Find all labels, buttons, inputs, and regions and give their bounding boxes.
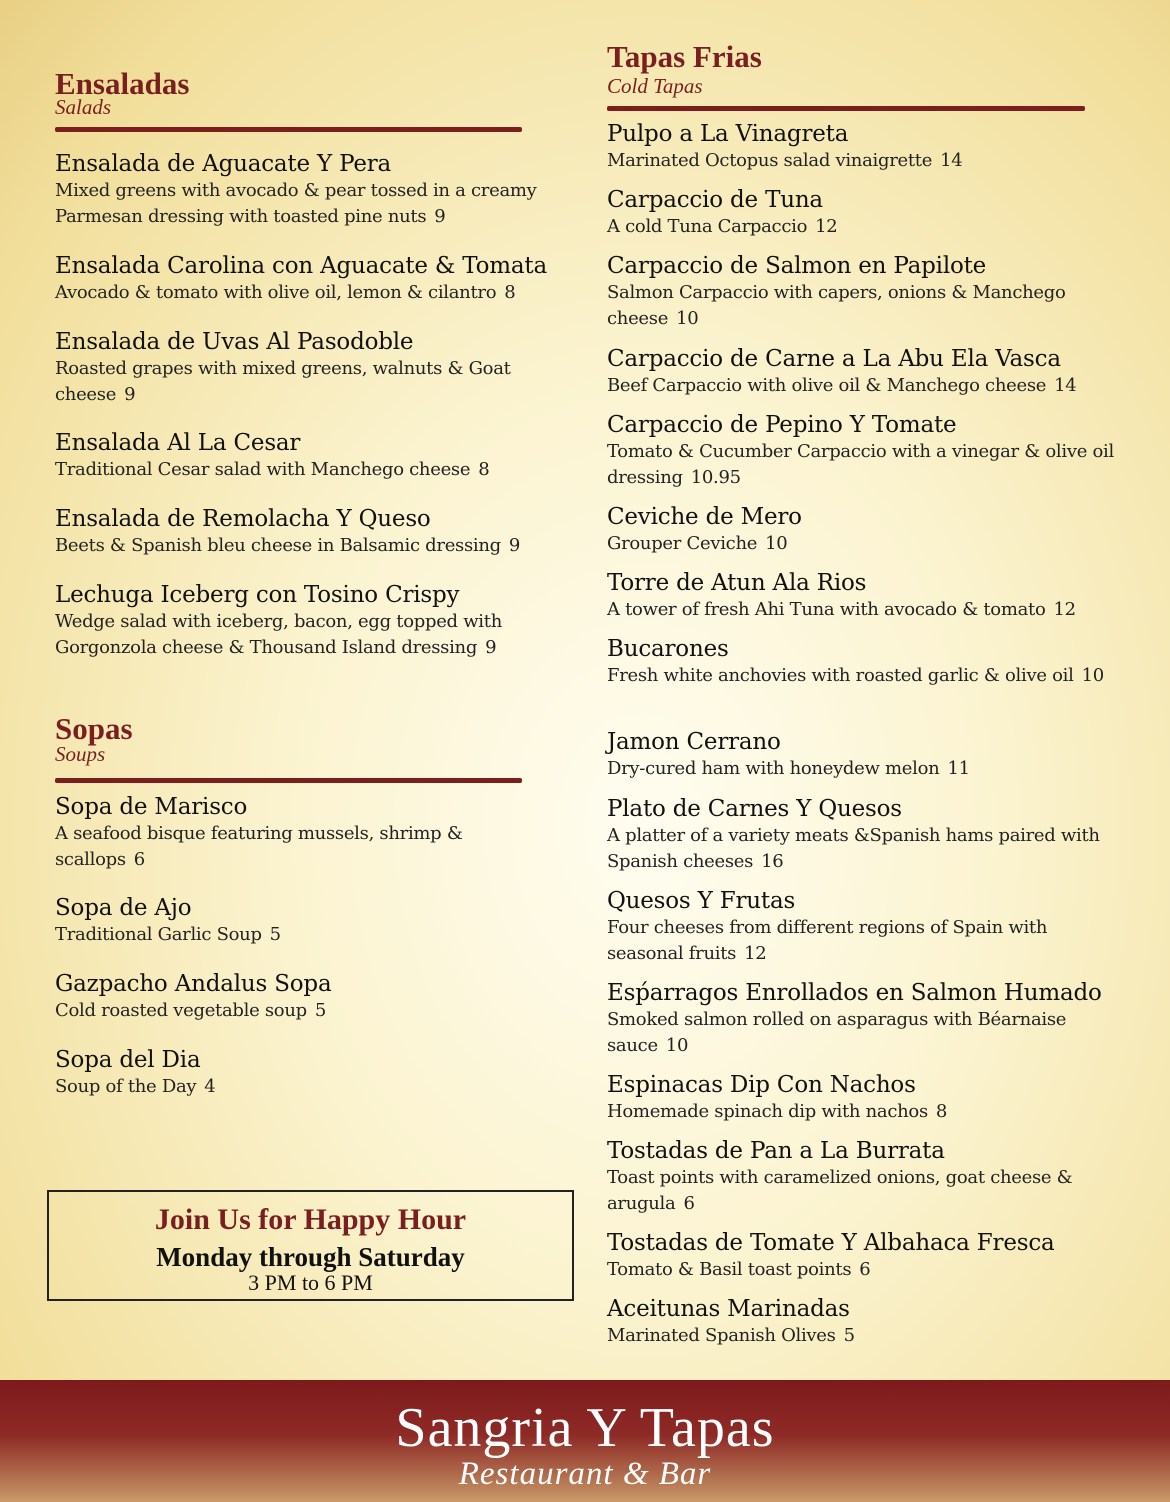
- menu-item: [607, 1230, 1152, 1283]
- item-price: 16: [761, 851, 784, 872]
- item-price: 4: [204, 1076, 216, 1097]
- menu-item: [55, 151, 570, 230]
- item-description: Avocado & tomato with olive oil, lemon & cilantro 8: [55, 282, 516, 303]
- cold-tapas-title: Tapas Frias: [607, 39, 762, 74]
- item-name: Bucarones: [607, 636, 729, 662]
- item-description: Traditional Cesar salad with Manchego cheese 8: [55, 459, 490, 480]
- item-name: Ensalada de Remolacha Y Queso: [55, 506, 431, 532]
- footer-banner: [0, 1380, 1170, 1502]
- restaurant-name: Sangria Y Tapas: [395, 1397, 775, 1459]
- happy-hour-title: Join Us for Happy Hour: [154, 1203, 467, 1236]
- menu-item: [607, 980, 1117, 1059]
- item-name: Lechuga Iceberg con Tosino Crispy: [55, 582, 460, 608]
- menu-item: [607, 1296, 1152, 1349]
- item-price: 10: [676, 308, 699, 329]
- item-name: Quesos Y Frutas: [607, 888, 796, 914]
- happy-hour-days: Monday through Saturday: [156, 1242, 465, 1272]
- item-name: Espinacas Dip Con Nachos: [607, 1072, 916, 1098]
- menu-item: [55, 430, 570, 483]
- item-price: 10: [665, 1035, 689, 1056]
- salads-divider: [55, 127, 522, 132]
- item-name: Aceitunas Marinadas: [607, 1296, 850, 1322]
- item-description: Tomato & Basil toast points 6: [607, 1259, 871, 1280]
- item-name: Sopa de Marisco: [55, 794, 248, 820]
- menu-item: [55, 895, 570, 948]
- menu-item: [607, 1138, 1127, 1217]
- item-price: 14: [940, 150, 963, 171]
- item-name: Ensalada Carolina con Aguacate & Tomata: [55, 253, 547, 279]
- menu-item: [55, 794, 525, 873]
- item-price: 5: [314, 1000, 327, 1021]
- menu-item: [607, 729, 1152, 782]
- menu-item: [55, 506, 570, 559]
- item-price: 12: [815, 216, 838, 237]
- item-description: Marinated Octopus salad vinaigrette 14: [607, 150, 963, 171]
- item-price: 9: [508, 535, 521, 556]
- menu-item: [55, 971, 570, 1024]
- item-description: Soup of the Day 4: [55, 1076, 216, 1097]
- item-price: 9: [124, 384, 136, 405]
- item-name: Torre de Atun Ala Rios: [607, 570, 867, 596]
- salads-subtitle: Salads: [55, 95, 112, 119]
- menu-item: [55, 582, 555, 661]
- item-description: Smoked salmon rolled on asparagus with Béarnaise sauce 10: [607, 1009, 1067, 1056]
- menu-item: [607, 504, 1152, 557]
- item-description: A seafood bisque featuring mussels, shrimp & scallops 6: [55, 823, 463, 870]
- item-price: 6: [859, 1259, 871, 1280]
- item-description: Beets & Spanish bleu cheese in Balsamic dressing 9: [55, 535, 521, 556]
- item-name: Ensalada de Uvas Al Pasodoble: [55, 329, 414, 355]
- item-name: Ceviche de Mero: [607, 504, 802, 530]
- item-price: 9: [485, 637, 497, 658]
- item-price: 12: [744, 943, 767, 964]
- item-name: Plato de Carnes Y Quesos: [607, 796, 902, 822]
- item-description: Dry-cured ham with honeydew melon 11: [607, 758, 970, 779]
- menu-item: [607, 570, 1152, 623]
- item-description: Cold roasted vegetable soup 5: [55, 1000, 327, 1021]
- item-price: 10: [765, 533, 788, 554]
- item-price: 12: [1053, 599, 1076, 620]
- item-price: 10: [1081, 665, 1104, 686]
- item-description: Traditional Garlic Soup 5: [55, 924, 281, 945]
- menu-item: [607, 888, 1107, 967]
- item-name: Carpaccio de Carne a La Abu Ela Vasca: [607, 346, 1061, 372]
- soups-title: Sopas: [55, 711, 133, 746]
- menu-item: [55, 1047, 570, 1100]
- menu-item: [607, 636, 1117, 689]
- item-name: Tostadas de Tomate Y Albahaca Fresca: [607, 1230, 1055, 1256]
- menu-item: [607, 346, 1152, 399]
- menu-item: [607, 253, 1117, 332]
- item-name: Esṕarragos Enrollados en Salmon Humado: [607, 980, 1102, 1006]
- item-price: 6: [133, 849, 145, 870]
- item-name: Ensalada de Aguacate Y Pera: [55, 151, 392, 177]
- item-description: Beef Carpaccio with olive oil & Manchego cheese 14: [607, 375, 1077, 396]
- item-name: Gazpacho Andalus Sopa: [55, 971, 332, 997]
- item-description: Toast points with caramelized onions, goat cheese & arugula 6: [607, 1167, 1073, 1214]
- item-price: 8: [935, 1101, 948, 1122]
- item-price: 11: [947, 758, 970, 779]
- item-description: Wedge salad with iceberg, bacon, egg topped with Gorgonzola cheese & Thousand Island dressing 9: [55, 611, 502, 658]
- item-description: Homemade spinach dip with nachos 8: [607, 1101, 948, 1122]
- menu-item: [607, 121, 1152, 174]
- item-price: 5: [269, 924, 281, 945]
- menu-item: [607, 796, 1107, 875]
- menu-item: [55, 253, 570, 306]
- cold-tapas-subtitle: Cold Tapas: [607, 74, 703, 98]
- salads-title: Ensaladas: [55, 66, 190, 101]
- item-name: Carpaccio de Pepino Y Tomate: [607, 412, 957, 438]
- restaurant-tagline: Restaurant & Bar: [458, 1456, 712, 1492]
- menu-item: [55, 329, 555, 408]
- soups-divider: [55, 778, 522, 783]
- cold-tapas-divider: [607, 106, 1085, 111]
- item-price: 8: [504, 282, 516, 303]
- item-price: 8: [478, 459, 490, 480]
- item-description: A cold Tuna Carpaccio 12: [607, 216, 838, 237]
- item-price: 6: [683, 1193, 695, 1214]
- item-name: Sopa del Dia: [55, 1047, 201, 1073]
- menu-item: [607, 187, 1152, 240]
- happy-hour-box: [47, 1190, 574, 1301]
- item-name: Pulpo a La Vinagreta: [607, 121, 849, 147]
- menu-item: [607, 1072, 1152, 1125]
- soups-subtitle: Soups: [55, 742, 106, 766]
- item-description: Mixed greens with avocado & pear tossed in a creamy Parmesan dressing with toasted pine nuts 9: [55, 180, 537, 227]
- item-price: 5: [843, 1325, 855, 1346]
- happy-hour-hours: 3 PM to 6 PM: [248, 1270, 373, 1295]
- item-description: A tower of fresh Ahi Tuna with avocado & tomato 12: [607, 599, 1076, 620]
- item-name: Tostadas de Pan a La Burrata: [607, 1138, 945, 1164]
- item-name: Jamon Cerrano: [607, 729, 781, 755]
- item-name: Ensalada Al La Cesar: [55, 430, 301, 456]
- menu-item: [607, 412, 1152, 491]
- item-name: Carpaccio de Tuna: [607, 187, 823, 213]
- item-description: Roasted grapes with mixed greens, walnuts & Goat cheese 9: [55, 358, 511, 405]
- item-price: 14: [1054, 375, 1077, 396]
- item-description: Grouper Ceviche 10: [607, 533, 788, 554]
- item-description: A platter of a variety meats &Spanish hams paired with Spanish cheeses 16: [607, 825, 1100, 872]
- item-description: Tomato & Cucumber Carpaccio with a vinegar & olive oil dressing 10.95: [607, 441, 1114, 488]
- item-description: Fresh white anchovies with roasted garlic & olive oil 10: [607, 665, 1104, 686]
- item-description: Marinated Spanish Olives 5: [607, 1325, 855, 1346]
- item-description: Four cheeses from different regions of Spain with seasonal fruits 12: [607, 917, 1048, 964]
- item-name: Carpaccio de Salmon en Papilote: [607, 253, 987, 279]
- item-name: Sopa de Ajo: [55, 895, 192, 921]
- item-price: 10.95: [690, 467, 741, 488]
- item-description: Salmon Carpaccio with capers, onions & Manchego cheese 10: [607, 282, 1066, 329]
- item-price: 9: [434, 206, 446, 227]
